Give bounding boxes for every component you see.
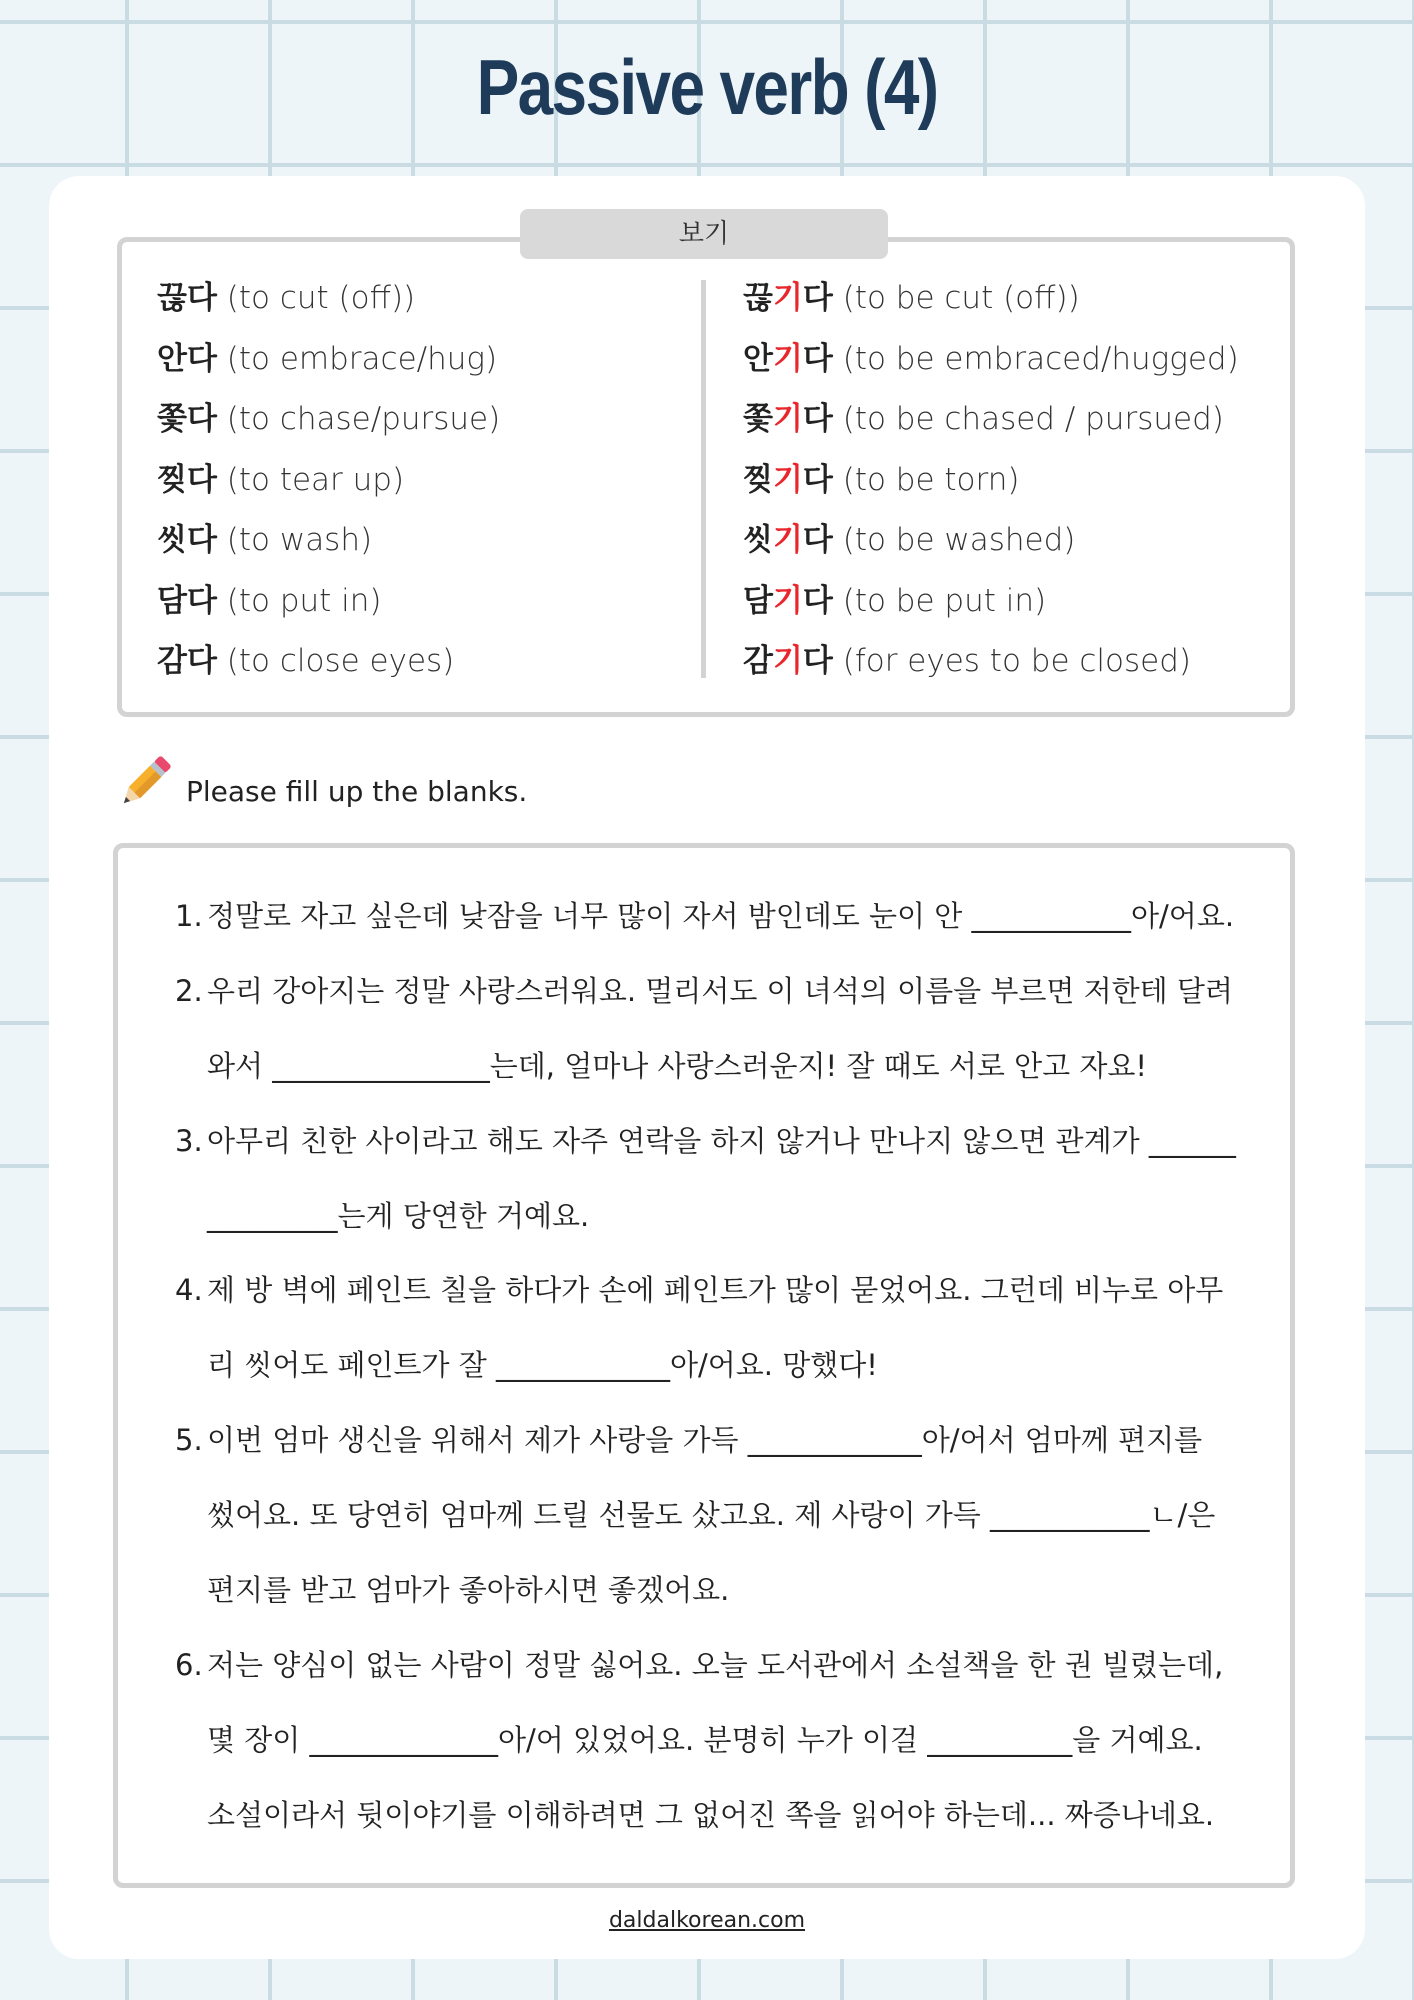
verb-stem: 끊: [743, 280, 773, 316]
question-text: 소설이라서 뒷이야기를 이해하려면 그 없어진 쪽을 읽어야 하는데... 짜증나네요.: [207, 1797, 1215, 1832]
verb-word: 감다: [157, 643, 217, 679]
passive-suffix: 기: [772, 643, 803, 679]
verb-stem: 담: [743, 582, 773, 619]
vocab-item: [743, 516, 1239, 577]
question-text: 썼어요. 또 당연히 엄마께 드릴 선물도 샀고요. 제 사랑이 가득 ___________ㄴ/은: [207, 1498, 1216, 1533]
verb-ending: 다: [802, 461, 833, 498]
question-text: 아무리 친한 사이라고 해도 자주 연락을 하지 않거나 만나지 않으면 관계가 ______: [207, 1123, 1236, 1158]
passive-suffix: 기: [772, 582, 803, 619]
verb-stem: 찢: [743, 461, 773, 498]
question-number: 1.: [175, 899, 203, 933]
verb-ending: 다: [802, 643, 833, 679]
question-text: 리 씻어도 페인트가 잘 ____________아/어요. 망했다!: [207, 1348, 878, 1383]
exercise-line: [175, 1561, 1265, 1636]
verb-stem: 쫓: [743, 401, 773, 437]
verb-meaning: (to tear up): [226, 461, 405, 498]
vocab-item: [157, 516, 500, 577]
page-title: Passive verb (4): [476, 43, 938, 131]
vocab-item: [157, 335, 500, 396]
exercise-line: [175, 1037, 1265, 1112]
question-text: 몇 장이 _____________아/어 있었어요. 분명히 누가 이걸 __________을 거예요.: [207, 1722, 1203, 1757]
passive-suffix: 기: [772, 280, 803, 316]
verb-meaning: (to close eyes): [226, 643, 455, 679]
verb-word: 안다: [157, 340, 217, 377]
passive-suffix: 기: [772, 522, 803, 558]
exercise-line: [175, 1261, 1265, 1336]
exercise-line: [175, 1636, 1265, 1711]
passive-verbs-column: [743, 274, 1239, 698]
verb-meaning: (to be put in): [842, 582, 1047, 619]
pencil-icon: [116, 750, 174, 814]
verb-word: 쫓다: [157, 401, 217, 437]
vocab-item: [157, 456, 500, 517]
verb-meaning: (to be cut (off)): [842, 280, 1080, 316]
verb-meaning: (to cut (off)): [226, 280, 416, 316]
question-number: 5.: [175, 1423, 203, 1458]
verb-stem: 씻: [743, 522, 773, 558]
vocab-item: [157, 637, 500, 698]
vocab-divider: [701, 280, 706, 678]
verb-ending: 다: [802, 280, 833, 316]
question-text: 편지를 받고 엄마가 좋아하시면 좋겠어요.: [207, 1573, 730, 1608]
exercise-line: [175, 1711, 1265, 1786]
vocab-item: [743, 335, 1239, 396]
question-text: 이번 엄마 생신을 위해서 제가 사랑을 가득 ____________아/어서 엄마께 편지를: [207, 1423, 1203, 1458]
question-text: _________는게 당연한 거예요.: [207, 1198, 590, 1233]
verb-meaning: (to be torn): [842, 461, 1020, 498]
instruction-text: Please fill up the blanks.: [186, 775, 528, 808]
verb-word: 끊다: [157, 280, 217, 316]
passive-suffix: 기: [772, 461, 803, 498]
verb-ending: 다: [802, 522, 833, 558]
vocab-item: [743, 395, 1239, 456]
passive-suffix: 기: [772, 401, 803, 437]
verb-meaning: (to wash): [226, 522, 373, 558]
exercise-line: [175, 887, 1265, 962]
exercise-list: [175, 887, 1265, 1861]
question-number: 6.: [175, 1647, 203, 1682]
verb-ending: 다: [802, 401, 833, 437]
vocab-item: [157, 577, 500, 638]
vocab-item: [157, 395, 500, 456]
active-verbs-column: [157, 274, 500, 698]
verb-meaning: (to be chased / pursued): [842, 401, 1224, 437]
verb-word: 씻다: [157, 522, 217, 558]
verb-stem: 감: [743, 643, 773, 679]
vocab-item: [743, 274, 1239, 335]
exercise-line: [175, 1411, 1265, 1486]
question-text: 제 방 벽에 페인트 칠을 하다가 손에 페인트가 많이 묻었어요. 그런데 비누로 아무: [207, 1273, 1224, 1308]
vocab-item: [743, 456, 1239, 517]
exercise-line: [175, 1112, 1265, 1187]
footer-website-link[interactable]: daldalkorean.com: [608, 1908, 806, 1933]
vocab-item: [157, 274, 500, 335]
question-text: 우리 강아지는 정말 사랑스러워요. 멀리서도 이 녀석의 이름을 부르면 저한테 달려: [207, 973, 1233, 1008]
verb-word: 찢다: [157, 461, 217, 498]
question-number: 3.: [175, 1123, 203, 1158]
question-number: 4.: [175, 1273, 203, 1308]
verb-word: 담다: [157, 582, 217, 619]
exercise-line: [175, 1187, 1265, 1262]
verb-meaning: (to be embraced/hugged): [842, 340, 1239, 377]
vocab-item: [743, 637, 1239, 698]
verb-meaning: (to be washed): [842, 522, 1076, 558]
exercise-line: [175, 1786, 1265, 1861]
vocab-tab-label: 보기: [520, 209, 888, 259]
verb-meaning: (for eyes to be closed): [842, 643, 1191, 679]
question-text: 저는 양심이 없는 사람이 정말 싫어요. 오늘 도서관에서 소설책을 한 권 빌렸는데,: [207, 1647, 1224, 1682]
verb-stem: 안: [743, 340, 773, 377]
exercise-line: [175, 962, 1265, 1037]
verb-ending: 다: [802, 340, 833, 377]
verb-meaning: (to chase/pursue): [226, 401, 501, 437]
passive-suffix: 기: [772, 340, 803, 377]
verb-meaning: (to embrace/hug): [226, 340, 498, 377]
exercise-line: [175, 1486, 1265, 1561]
question-number: 2.: [175, 973, 203, 1008]
vocab-item: [743, 577, 1239, 638]
verb-meaning: (to put in): [226, 582, 382, 619]
question-text: 와서 _______________는데, 얼마나 사랑스러운지! 잘 때도 서로 안고 자요!: [207, 1048, 1148, 1083]
exercise-line: [175, 1336, 1265, 1411]
question-text: 정말로 자고 싶은데 낮잠을 너무 많이 자서 밤인데도 눈이 안 ___________아/어요.: [207, 899, 1235, 933]
verb-ending: 다: [802, 582, 833, 619]
